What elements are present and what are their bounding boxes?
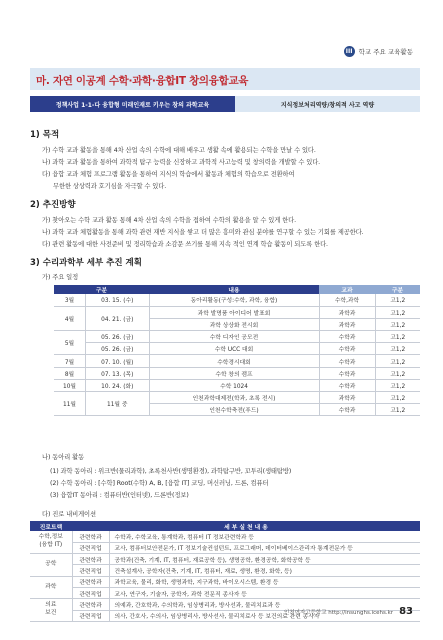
schedule-subject: 수학과 xyxy=(319,404,375,416)
career-detail: 과학교육, 물리, 화학, 생명과학, 지구과학, 바이오시스템, 환경 등 xyxy=(109,576,420,587)
section-plan-heading: 3) 수리과학부 세부 추진 계획 xyxy=(30,258,142,268)
clubs-heading: 나) 동아리 활동 xyxy=(42,454,85,461)
career-kind: 관련직업 xyxy=(72,587,109,598)
club-line: (1) 과학 동아리 : 위크반(물리과학), 초록천사반(생명환경), 과학탐구반, 꼬투리(생태탐방) xyxy=(50,468,292,475)
header-section: 학교 주요 교육활동 xyxy=(358,48,413,56)
schedule-content: 인천과학대제전(학과, 초록 전시) xyxy=(149,392,319,404)
schedule-header-grade: 구분 xyxy=(375,285,420,294)
schedule-subject: 수학과 xyxy=(319,379,375,391)
club-line: (3) 융합IT 동아리 : 컴퓨터반(인터넷), 드론반(정보) xyxy=(50,492,189,499)
schedule-row xyxy=(54,392,420,404)
schedule-row xyxy=(54,331,420,343)
purpose-line: 가) 수학 교과 활동을 통해 4차 산업 속의 수학에 대해 배우고 생활 속에 활용되는 수학을 만날 수 있다. xyxy=(42,147,316,154)
schedule-date: 10. 24. (화) xyxy=(86,379,150,391)
schedule-month: 11월 xyxy=(54,392,86,416)
schedule-month: 5월 xyxy=(54,331,86,355)
schedule-grade: 고1,2 xyxy=(375,367,420,379)
schedule-grade: 고1,2 xyxy=(375,343,420,355)
schedule-content: 수학 디자인 공모전 xyxy=(149,331,319,343)
direction-line: 다) 관련 활동에 대한 사전준비 및 정리학습과 소감문 쓰기를 통해 지속 적인 연계 학습 활동이 되도록 한다. xyxy=(42,241,328,248)
schedule-content: 과학 발명품 아이디어 발표회 xyxy=(149,306,319,318)
schedule-month: 7월 xyxy=(54,355,86,367)
schedule-row xyxy=(54,306,420,318)
purpose-line: 나) 과학 교과 활동을 통하여 과학적 탐구 능력을 신장하고 과학적 사고능력 및 창의력을 개발할 수 있다. xyxy=(42,159,321,166)
career-kind: 관련학과 xyxy=(72,576,109,587)
schedule-subject: 과학과 xyxy=(319,306,375,318)
career-heading: 다) 진로 내비게이션 xyxy=(42,511,97,518)
schedule-grade: 고1,2 xyxy=(375,294,420,306)
career-kind: 관련직업 xyxy=(72,565,109,576)
schedule-grade: 고1,2 xyxy=(375,355,420,367)
direction-line: 가) 찾아오는 수학 교과 활동 통해 4차 산업 속의 수학을 접하여 수학의 활용을 알 수 있게 한다. xyxy=(42,217,296,224)
schedule-header-content: 내용 xyxy=(149,285,319,294)
career-kind: 관련학과 xyxy=(72,554,109,565)
schedule-subheading: 가) 주요 일정 xyxy=(42,274,79,281)
schedule-date: 04. 21. (금) xyxy=(86,306,150,330)
schedule-row xyxy=(54,355,420,367)
schedule-content: 수학 1024 xyxy=(149,379,319,391)
schedule-table xyxy=(54,285,420,416)
schedule-subject: 수학과 xyxy=(319,367,375,379)
direction-line: 나) 과학 교과 체험활동을 통해 과학 관련 재반 지식을 쌓고 더 많은 흥미와 관심 분야를 연구할 수 있는 기회를 제공한다. xyxy=(42,229,364,236)
schedule-row xyxy=(54,367,420,379)
career-kind: 관련학과 xyxy=(72,599,109,610)
section-direction-heading: 2) 추진방향 xyxy=(30,200,76,210)
purpose-line: 다) 융합 교과 체험 프로그램 활동을 통하여 지식의 학습에서 활동과 체험의 학습으로 전환하여 xyxy=(42,171,295,178)
schedule-subject: 수학과 xyxy=(319,355,375,367)
schedule-date: 05. 26. (금) xyxy=(86,343,150,355)
page-title: 마. 자연 이공계 수학·과학·융합IT 창의융합교육 xyxy=(36,75,249,87)
schedule-subject: 과학과 xyxy=(319,318,375,330)
page-footer xyxy=(284,606,413,617)
schedule-content: 인천수학축전(푸드) xyxy=(149,404,319,416)
schedule-date: 07. 13. (목) xyxy=(86,367,150,379)
schedule-content: 수학경시대회 xyxy=(149,355,319,367)
schedule-subject: 수학과 xyxy=(319,343,375,355)
career-row xyxy=(30,531,420,542)
chapter-badge: III xyxy=(344,46,355,57)
schedule-grade: 고1,2 xyxy=(375,306,420,318)
page-number: 83 xyxy=(399,606,413,617)
schedule-month: 8월 xyxy=(54,367,86,379)
career-row xyxy=(30,565,420,576)
schedule-date: 03. 15. (수) xyxy=(86,294,150,306)
career-track: 의료 보건 xyxy=(30,599,72,622)
career-kind: 관련직업 xyxy=(72,610,109,621)
schedule-month: 10월 xyxy=(54,379,86,391)
career-track: 과학 xyxy=(30,576,72,599)
career-detail: 의사, 간호사, 수의사, 임상병리사, 방사선사, 물리치료사 등 보건의료 관련 종사자 xyxy=(109,610,420,621)
career-detail: 교사, 연구자, 기술자, 공학자, 과학 전문직 종사자 등 xyxy=(109,587,420,598)
page-header xyxy=(344,46,413,57)
competency-label: 지식정보처리역량/창의적 사고 역량 xyxy=(235,96,420,112)
schedule-subject: 수학,과학 xyxy=(319,294,375,306)
career-header-detail: 세 부 실 천 내 용 xyxy=(72,521,420,531)
schedule-content: 수학 창의 캠프 xyxy=(149,367,319,379)
schedule-month: 4월 xyxy=(54,306,86,330)
schedule-content: 동아리활동(구성:수학, 과학, 융합) xyxy=(149,294,319,306)
schedule-grade: 고1,2 xyxy=(375,331,420,343)
schedule-content: 과학 상상화 전시회 xyxy=(149,318,319,330)
career-row xyxy=(30,542,420,553)
career-detail: 공학과(건축, 기계, IT, 컴퓨터, 재료공학 등), 생명공학, 환경공학, 화학공학 등 xyxy=(109,554,420,565)
schedule-header-category: 구분 xyxy=(54,285,149,294)
schedule-header-subject: 교과 xyxy=(319,285,375,294)
career-row xyxy=(30,576,420,587)
schedule-date: 05. 26. (금) xyxy=(86,331,150,343)
footer-url: 인천여자고등학교 http://insunghs.icehs.kr xyxy=(284,610,394,616)
schedule-grade: 고1,2 xyxy=(375,404,420,416)
schedule-date: 07. 10. (월) xyxy=(86,355,150,367)
career-track: 수학,정보 (융합 IT) xyxy=(30,531,72,554)
schedule-row xyxy=(54,294,420,306)
career-detail: 의예과, 간호학과, 수의학과, 임상병리과, 방사선과, 물리치료과 등 xyxy=(109,599,420,610)
schedule-date: 11월 중 xyxy=(86,392,150,416)
schedule-grade: 고1,2 xyxy=(375,379,420,391)
career-detail: 교사, 컴퓨터보안전문가, IT 정보기술컨설턴트, 프로그래머, 데이터베이스관리자 통계전문가 등 xyxy=(109,542,420,553)
career-row xyxy=(30,587,420,598)
schedule-grade: 고1,2 xyxy=(375,392,420,404)
career-row xyxy=(30,554,420,565)
schedule-content: 수학 UCC 대회 xyxy=(149,343,319,355)
section-purpose-heading: 1) 목적 xyxy=(30,130,60,140)
career-detail: 건축설계사, 공학자(건축, 기계, IT, 컴퓨터, 재료, 생명, 환경, 화학, 등) xyxy=(109,565,420,576)
career-kind: 관련학과 xyxy=(72,531,109,542)
subtitle-row xyxy=(30,96,420,112)
schedule-row xyxy=(54,379,420,391)
schedule-grade: 고1,2 xyxy=(375,318,420,330)
career-detail: 수학과, 수학교육, 통계학과, 컴퓨터 IT 정보관련학과 등 xyxy=(109,531,420,542)
schedule-subject: 과학과 xyxy=(319,392,375,404)
club-line: (2) 수학 동아리 : [수학] Root(수학) A, B, [융합 IT] 코딩, 머신러닝, 드론, 컴퓨터 xyxy=(50,480,269,487)
schedule-row xyxy=(54,343,420,355)
purpose-line: 무한한 상상력과 호기심을 자극할 수 있다. xyxy=(53,183,167,190)
career-track: 공학 xyxy=(30,554,72,577)
career-header-track: 진로트랙 xyxy=(30,521,72,531)
schedule-month: 3월 xyxy=(54,294,86,306)
policy-label: 정책사업 1-1-다 융합형 미래인재로 키우는 창의 과학교육 xyxy=(30,96,235,112)
schedule-subject: 수학과 xyxy=(319,331,375,343)
career-kind: 관련직업 xyxy=(72,542,109,553)
